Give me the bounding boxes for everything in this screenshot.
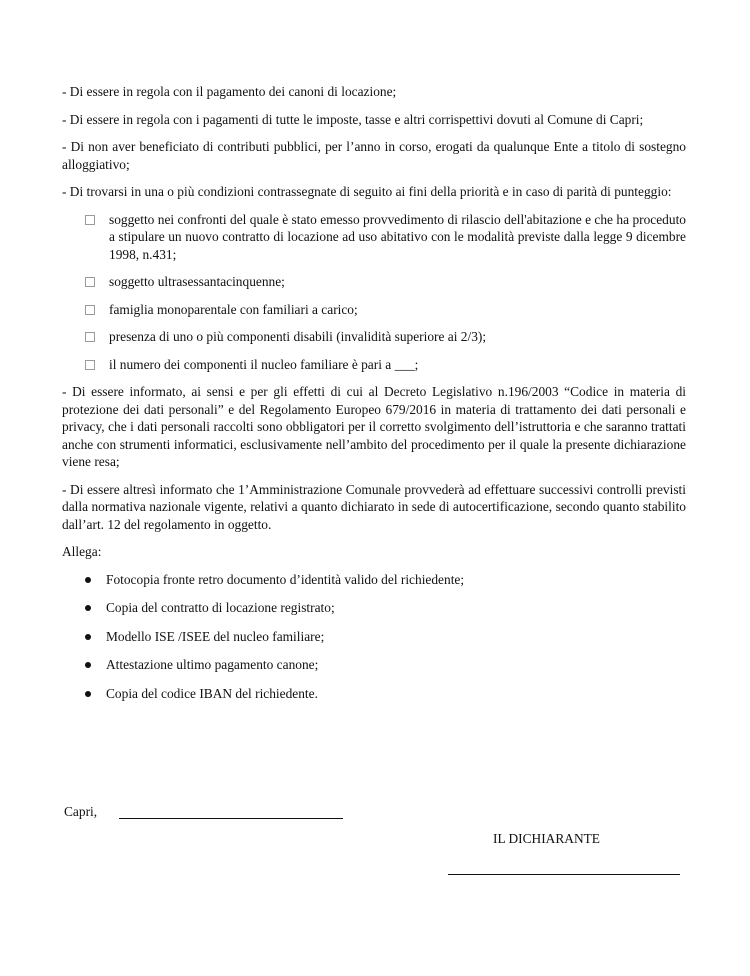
option-over-65 [85, 273, 686, 291]
signature-field[interactable] [448, 874, 680, 875]
attachments-list [62, 571, 686, 703]
declaration-rent-payment: - Di essere in regola con il pagamento dei canoni di locazione; [62, 84, 397, 99]
bullet-icon [85, 577, 91, 583]
date-signature-field[interactable] [119, 818, 343, 819]
option-disabled-members [85, 328, 686, 346]
checkbox-over-65[interactable] [85, 277, 95, 287]
place-label: Capri, [64, 804, 98, 819]
attachments-heading: Allega: [62, 544, 102, 559]
option-eviction [85, 211, 686, 264]
declaration-controls: - Di essere altresì informato che 1’Amministrazione Comunale provvederà ad effettuare successivi controlli previsti dalla normativa nazionale vigente, relativi a quanto dichiarato in sede di autocertificazione, secondo quanto stabilito dall’art. 12 del regolamento in oggetto. [62, 481, 686, 532]
bullet-icon [85, 634, 91, 640]
option-single-parent [85, 301, 686, 319]
priority-options-list [62, 211, 686, 374]
option-eviction-label: soggetto nei confronti del quale è stato emesso provvedimento di rilascio dell'abitazione e che ha proceduto a stipulare un nuovo contratto di locazione ad uso abitativo con le modalità previste dalla legge 9 dicembre 1998, n.431; [109, 211, 686, 262]
attachment-item [85, 656, 686, 674]
signer-label: IL DICHIARANTE [493, 831, 600, 846]
option-household-size-label: il numero dei componenti il nucleo familiare è pari a ___; [109, 356, 419, 372]
checkbox-household-size[interactable] [85, 360, 95, 370]
attachment-item [85, 685, 686, 703]
option-single-parent-label: famiglia monoparentale con familiari a carico; [109, 301, 358, 317]
option-household-size [85, 356, 686, 374]
attachment-item [85, 628, 686, 646]
checkbox-eviction[interactable] [85, 215, 95, 225]
attachment-text: Attestazione ultimo pagamento canone; [106, 657, 319, 672]
bullet-icon [85, 605, 91, 611]
checkbox-single-parent[interactable] [85, 305, 95, 315]
attachment-text: Fotocopia fronte retro documento d’identità valido del richiedente; [106, 571, 465, 587]
attachment-item [85, 571, 686, 589]
document-body [62, 83, 686, 713]
attachment-text: Modello ISE /ISEE del nucleo familiare; [106, 628, 325, 644]
bullet-icon [85, 662, 91, 668]
option-over-65-label: soggetto ultrasessantacinquenne; [109, 274, 285, 289]
bullet-icon [85, 691, 91, 697]
attachment-text: Copia del contratto di locazione registrato; [106, 600, 335, 615]
declaration-no-contributions: - Di non aver beneficiato di contributi pubblici, per l’anno in corso, erogati da qualunque Ente a titolo di sostegno alloggiativo; [62, 139, 686, 172]
attachment-text: Copia del codice IBAN del richiedente. [106, 685, 318, 701]
option-disabled-members-label: presenza di uno o più componenti disabili (invalidità superiore ai 2/3); [109, 329, 487, 344]
attachment-item [85, 599, 686, 617]
declaration-priority-conditions: - Di trovarsi in una o più condizioni contrassegnate di seguito ai fini della priorità e in caso di parità di punteggio: [62, 184, 672, 199]
checkbox-disabled-members[interactable] [85, 332, 95, 342]
declaration-taxes: - Di essere in regola con i pagamenti di tutte le imposte, tasse e altri corrispettivi dovuti al Comune di Capri; [62, 111, 644, 127]
declaration-privacy: - Di essere informato, ai sensi e per gli effetti di cui al Decreto Legislativo n.196/2003 “Codice in materia di protezione dei dati personali” e del Regolamento Europeo 679/2016 in materia di trattamento dei dati personali e privacy, che i dati personali raccolti sono obbligatori per il corretto svolgimento dell’istruttoria e che saranno trattati anche con strumenti informatici, esclusivamente nell’ambito del procedimento per il quale la presente dichiarazione viene resa; [62, 384, 686, 469]
